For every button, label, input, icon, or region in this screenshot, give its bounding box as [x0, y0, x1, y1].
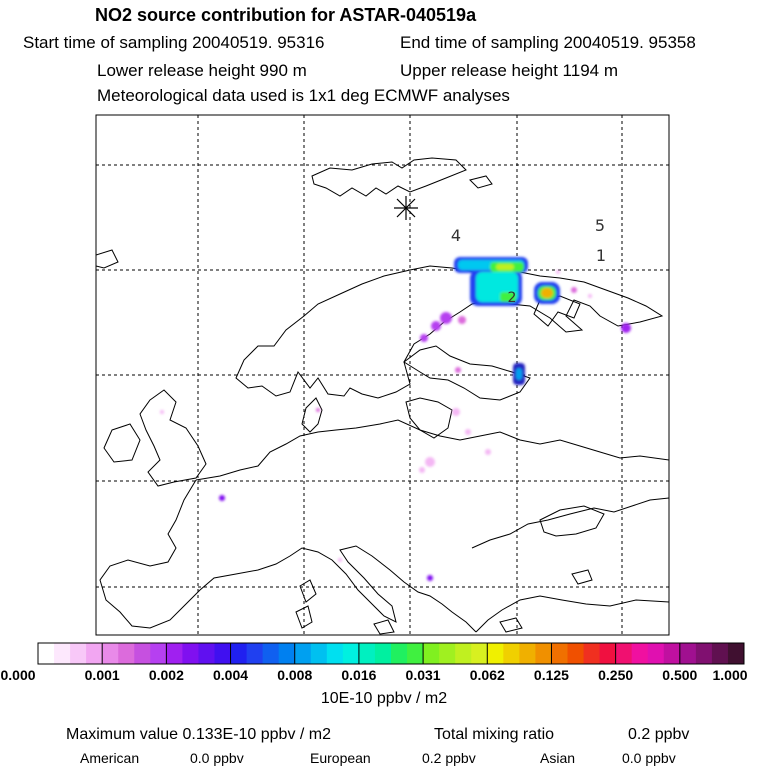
colorbar-cell: [600, 643, 617, 664]
colorbar-cell: [375, 643, 392, 664]
colorbar-cell: [696, 643, 713, 664]
asian-value: 0.0 ppbv: [622, 750, 676, 766]
colorbar-cell: [680, 643, 697, 664]
met-data-note: Meteorological data used is 1x1 deg ECMWF analyses: [97, 86, 510, 105]
colorbar-cell: [423, 643, 440, 664]
colorbar-tick-label: 1.000: [712, 667, 748, 683]
upper-release-height: Upper release height 1194 m: [400, 61, 618, 80]
colorbar-tick-label: 0.016: [341, 667, 377, 683]
colorbar-tick-label: 0.008: [277, 667, 313, 683]
colorbar-units: 10E-10 ppbv / m2: [320, 690, 448, 707]
colorbar-cell: [471, 643, 488, 664]
colorbar-tick-label: 0.000: [0, 667, 36, 683]
colorbar-tick-label: 0.001: [84, 667, 120, 683]
colorbar-cell: [728, 643, 745, 664]
colorbar-tick-label: 0.125: [533, 667, 569, 683]
colorbar-cell: [54, 643, 71, 664]
colorbar-cell: [247, 643, 264, 664]
colorbar-cell: [118, 643, 135, 664]
max-value: Maximum value 0.133E-10 ppbv / m2: [66, 726, 332, 743]
colorbar-cell: [584, 643, 601, 664]
colorbar-cell: [327, 643, 344, 664]
lower-release-height: Lower release height 990 m: [97, 61, 307, 80]
colorbar-cell: [503, 643, 520, 664]
colorbar-cell: [664, 643, 681, 664]
colorbar-cell: [198, 643, 215, 664]
colorbar-cell: [150, 643, 167, 664]
plot-title: NO2 source contribution for ASTAR-040519a: [95, 5, 477, 25]
colorbar-cell: [311, 643, 328, 664]
european-value: 0.2 ppbv: [422, 750, 476, 766]
colorbar-cell: [70, 643, 87, 664]
end-time: End time of sampling 20040519. 95358: [400, 33, 696, 52]
colorbar-tick-label: 0.031: [405, 667, 441, 683]
colorbar-cell: [551, 643, 568, 664]
colorbar-tick-label: 0.250: [598, 667, 634, 683]
colorbar-cell: [391, 643, 408, 664]
marker-label-2: 2: [507, 290, 517, 306]
colorbar-cell: [648, 643, 665, 664]
colorbar-cell: [359, 643, 376, 664]
marker-label-1: 1: [595, 246, 607, 265]
american-label: American: [80, 750, 140, 766]
colorbar-tick-label: 0.062: [469, 667, 505, 683]
colorbar-cell: [407, 643, 424, 664]
american-value: 0.0 ppbv: [190, 750, 244, 766]
colorbar-cell: [455, 643, 472, 664]
colorbar-cell: [102, 643, 119, 664]
colorbar-cell: [616, 643, 633, 664]
start-time: Start time of sampling 20040519. 95316: [23, 33, 325, 52]
colorbar-cell: [519, 643, 536, 664]
colorbar-cells: [38, 643, 745, 664]
colorbar-cell: [182, 643, 199, 664]
colorbar-cell: [487, 643, 504, 664]
colorbar-cell: [712, 643, 729, 664]
colorbar-cell: [632, 643, 649, 664]
colorbar-tick-label: 0.500: [662, 667, 698, 683]
colorbar-cell: [279, 643, 296, 664]
colorbar-tick-label: 0.002: [148, 667, 184, 683]
total-mixing-value: 0.2 ppbv: [628, 726, 690, 743]
colorbar-cell: [86, 643, 103, 664]
colorbar-cell: [439, 643, 456, 664]
colorbar-cell: [295, 643, 312, 664]
colorbar-cell: [215, 643, 232, 664]
colorbar-cell: [568, 643, 585, 664]
total-mixing-label: Total mixing ratio: [434, 726, 555, 743]
colorbar-cell: [38, 643, 55, 664]
colorbar-cell: [166, 643, 183, 664]
colorbar-tick-label: 0.004: [213, 667, 249, 683]
colorbar-cell: [343, 643, 360, 664]
colorbar-cell: [231, 643, 248, 664]
marker-label-4: 4: [450, 226, 462, 245]
marker-label-5: 5: [594, 216, 606, 235]
colorbar-cell: [535, 643, 552, 664]
colorbar-cell: [263, 643, 280, 664]
colorbar-cell: [134, 643, 151, 664]
european-label: European: [310, 750, 371, 766]
asian-label: Asian: [540, 750, 576, 766]
